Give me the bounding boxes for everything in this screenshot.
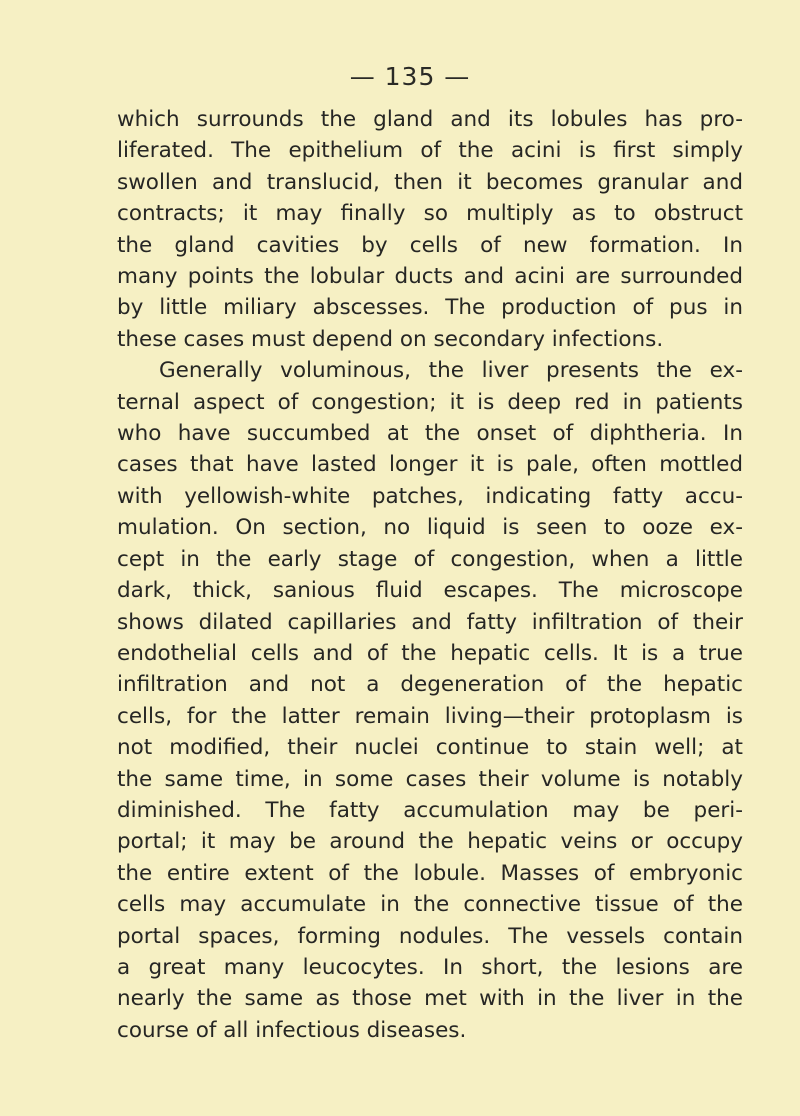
text-line: with yellowish-white patches, indicating fatty accu- [117,483,743,509]
text-line: swollen and translucid, then it becomes granular and [117,169,743,195]
text-line: portal; it may be around the hepatic veins or occupy [117,829,743,855]
text-line: these cases must depend on secondary infections. [117,326,664,352]
text-line: a great many leucocytes. In short, the lesions are [117,954,743,980]
text-line: by little miliary abscesses. The production of pus in [117,295,743,321]
text-line: who have succumbed at the onset of diphtheria. In [117,421,743,447]
text-line: nearly the same as those met with in the liver in the [117,986,743,1012]
text-line: the same time, in some cases their volume is notably [117,766,743,792]
text-line: which surrounds the gland and its lobules has pro- [117,107,743,132]
text-line: many points the lobular ducts and acini are surrounded [117,264,743,290]
text-line: cells may accumulate in the connective tissue of the [117,892,743,918]
text-line: not modified, their nuclei continue to stain well; at [117,735,743,761]
text-line: the entire extent of the lobule. Masses of embryonic [117,860,743,886]
text-line: cases that have lasted longer it is pale, often mottled [117,452,743,478]
text-line: ternal aspect of congestion; it is deep red in patients [117,389,743,415]
text-line: the gland cavities by cells of new formation. In [117,232,743,258]
text-line: diminished. The fatty accumulation may be peri- [117,797,743,823]
text-line: infiltration and not a degeneration of the hepatic [117,672,743,698]
text-line: portal spaces, forming nodules. The vessels contain [117,923,743,949]
text-line: shows dilated capillaries and fatty infiltration of their [117,609,743,635]
text-line: cells, for the latter remain living—their protoplasm is [117,703,743,729]
text-line: dark, thick, sanious fluid escapes. The microscope [117,578,743,604]
text-line: liferated. The epithelium of the acini is first simply [117,138,743,164]
text-line: Generally voluminous, the liver presents the ex- [159,358,743,384]
page-number: — 135 — [349,62,471,91]
paragraph-2 [117,355,743,1046]
text-line: course of all infectious diseases. [117,1017,467,1043]
text-line: mulation. On section, no liquid is seen to ooze ex- [117,515,743,541]
text-line: endothelial cells and of the hepatic cells. It is a true [117,640,743,666]
text-line: contracts; it may finally so multiply as to obstruct [117,201,743,227]
body-text [117,104,743,1046]
paragraph-1 [117,104,743,355]
text-line: cept in the early stage of congestion, when a little [117,546,743,572]
